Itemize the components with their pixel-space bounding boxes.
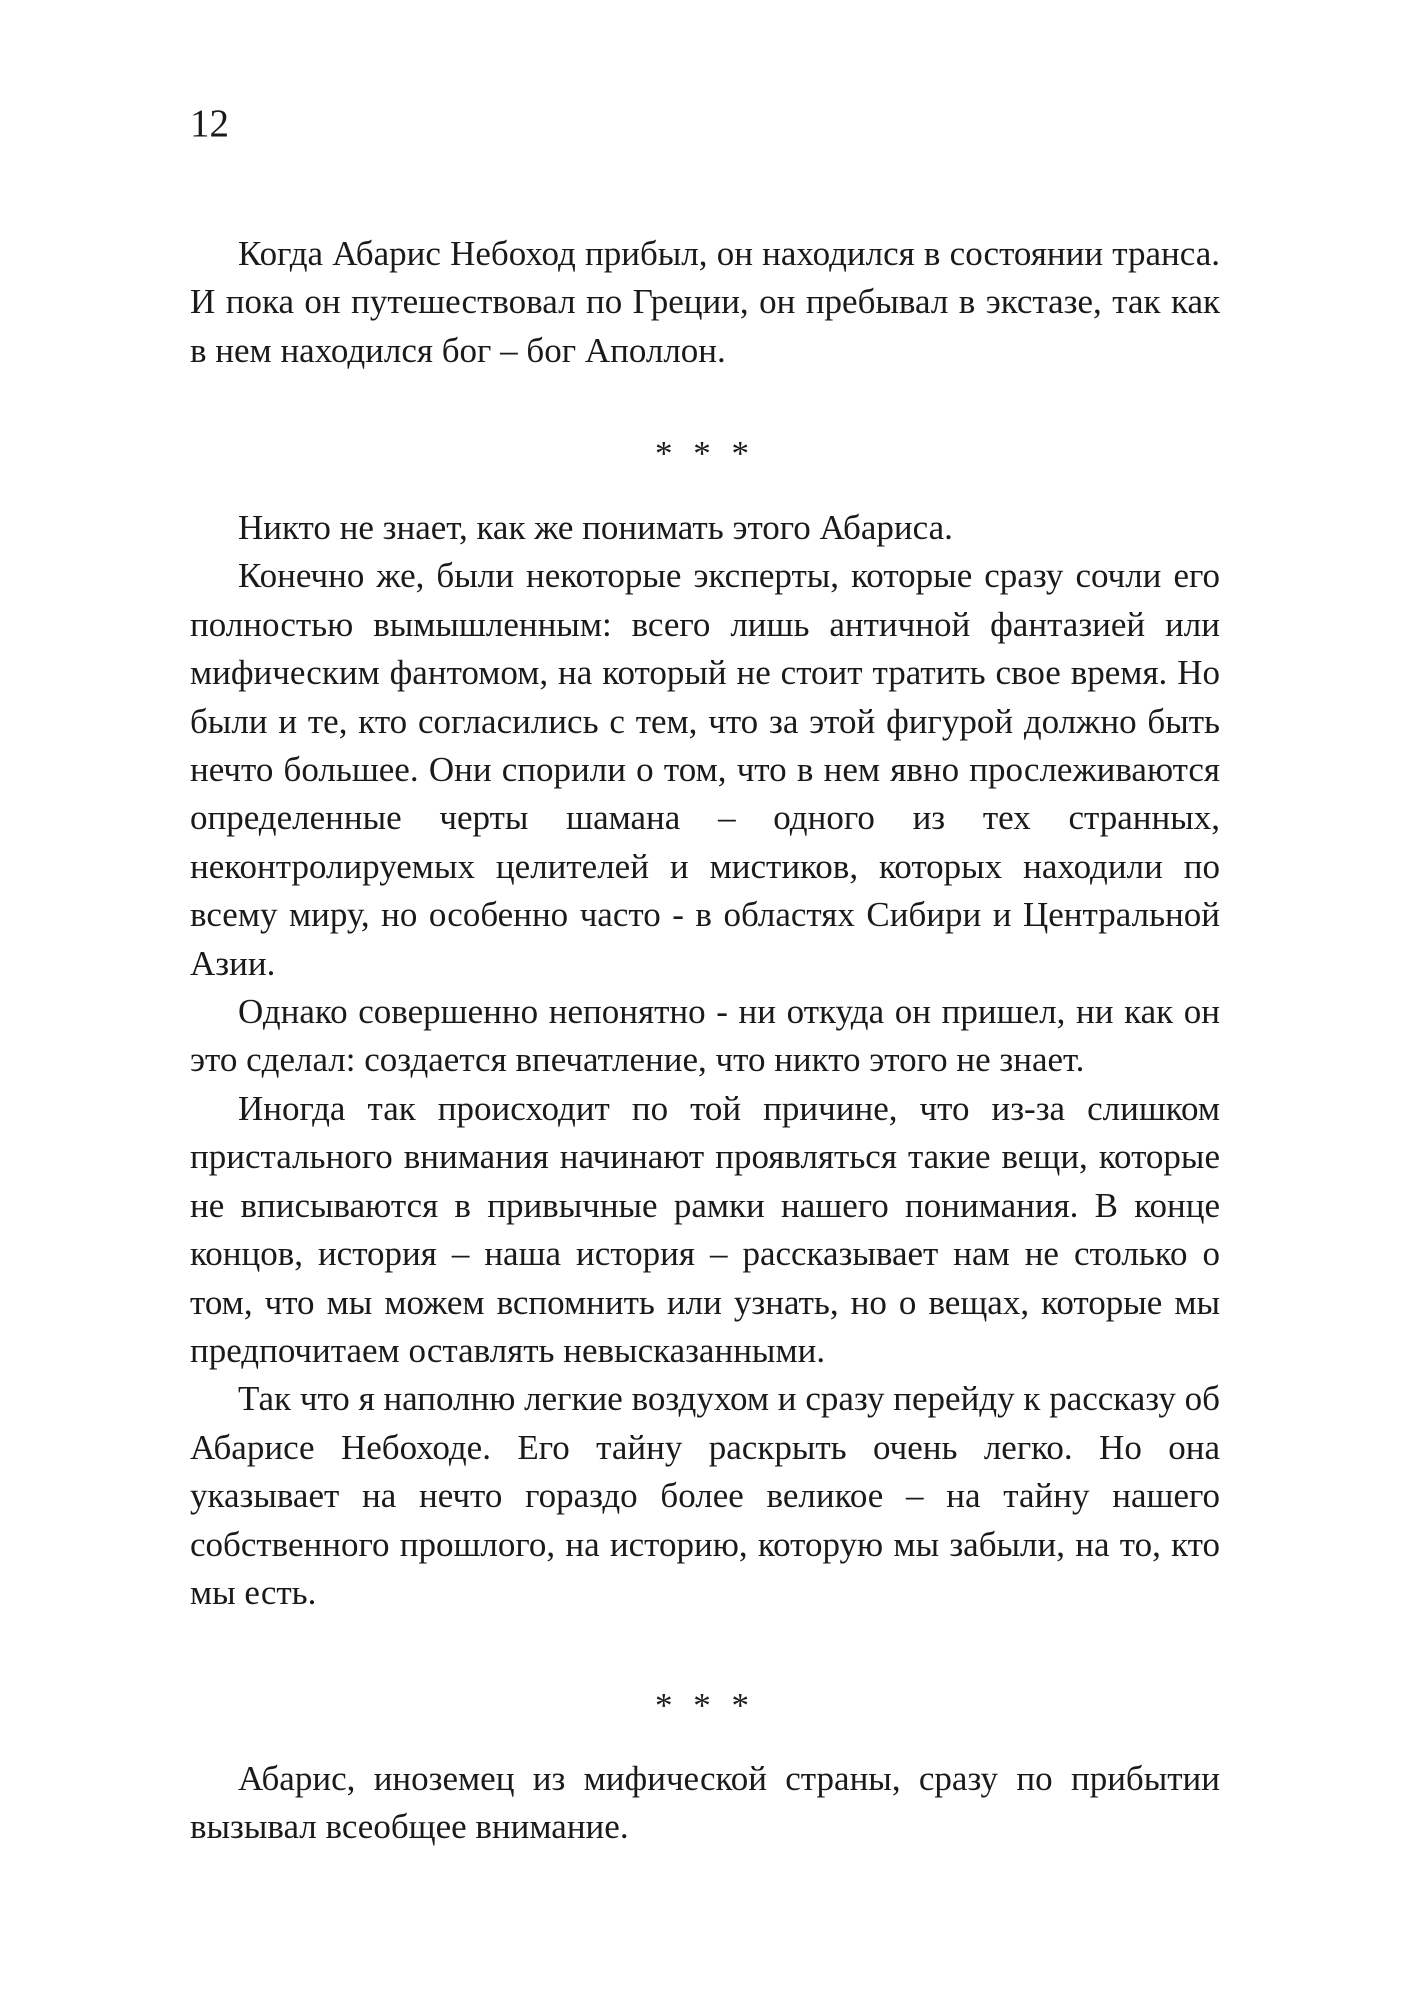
paragraph: Иногда так происходит по той причине, что из-за слишком пристального внимания начинают проявляться такие вещи, которые не вписываются в привычные рамки нашего понимания. В конце концов, история – наша история – рассказывает нам не столько о том, что мы можем вспомнить или узнать, но о вещах, которые мы предпочитаем оставлять невысказанными. <box>190 1088 1220 1370</box>
text-block-2 <box>190 504 1220 1617</box>
paragraph: Однако совершенно непонятно - ни откуда он пришел, ни как он это сделал: создается впечатление, что никто этого не знает. <box>190 992 1220 1080</box>
text-block-1 <box>190 230 1220 375</box>
section-separator: * * * <box>655 434 755 473</box>
paragraph: Абарис, иноземец из мифической страны, сразу по прибытии вызывал всеобщее внимание. <box>190 1759 1220 1847</box>
section-separator: * * * <box>655 1686 755 1725</box>
paragraph: Конечно же, были некоторые эксперты, которые сразу сочли его полностью вымышленным: всего лишь античной фантазией или мифическим фантомом, на который не стоит тратить свое время. Но были и те, кто согласились с тем, что за этой фигурой должно быть нечто большее. Они спорили о том, что в нем явно прослеживаются определенные черты шамана – одного из тех странных, неконтролируемых целителей и мистиков, которых находили по всему миру, но особенно часто - в областях Сибири и Центральной Азии. <box>190 556 1220 983</box>
paragraph: Так что я наполню легкие воздухом и сразу перейду к рассказу об Абарисе Небоходе. Его тайну раскрыть очень легко. Но она указывает на нечто гораздо более великое – на тайну нашего собственного прошлого, на историю, которую мы забыли, на то, кто мы есть. <box>190 1379 1220 1612</box>
paragraph: Никто не знает, как же понимать этого Абариса. <box>238 508 953 547</box>
paragraph: Когда Абарис Небоход прибыл, он находился в состоянии транса. И пока он путешествовал по Греции, он пребывал в экстазе, так как в нем находился бог – бог Аполлон. <box>190 234 1220 370</box>
text-block-3 <box>190 1755 1220 1852</box>
page-number: 12 <box>190 102 229 145</box>
